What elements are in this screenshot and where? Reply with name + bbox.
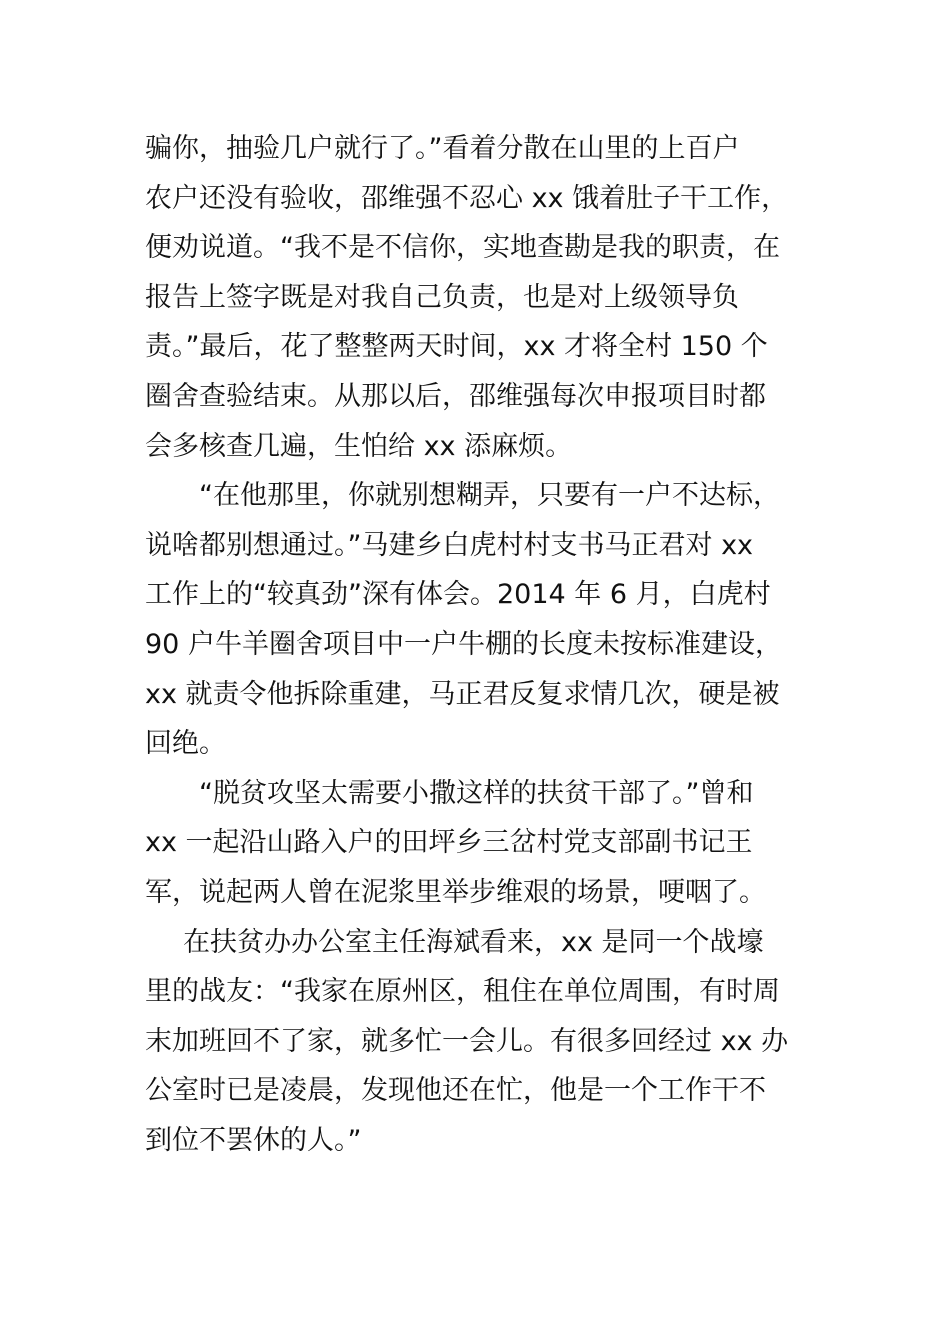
text-line: 里的战友：“我家在原州区，租住在单位周围，有时周 <box>145 976 780 1008</box>
text-line: 责。”最后，花了整整两天时间，xx 才将全村 150 个 <box>145 331 768 363</box>
text-line: 回绝。 <box>145 728 226 760</box>
text-line: 骗你，抽验几户就行了。”看着分散在山里的上百户 <box>145 133 740 164</box>
text-line: 农户还没有验收，邵维强不忍心 xx 饿着肚子干工作， <box>145 182 789 214</box>
text-line: 说啥都别想通过。”马建乡白虎村村支书马正君对 xx <box>145 529 754 561</box>
paragraph-start-line: “在他那里，你就别想糊弄，只要有一户不达标， <box>199 480 780 512</box>
text-line: 到位不罢休的人。” <box>145 1124 362 1156</box>
body-text <box>145 124 810 1165</box>
text-line: 工作上的“较真劲”深有体会。2014 年 6 月，白虎村 <box>145 579 771 611</box>
text-line: 公室时已是凌晨，发现他还在忙，他是一个工作干不 <box>145 1075 766 1107</box>
text-line: 报告上签字既是对我自己负责，也是对上级领导负 <box>145 281 739 313</box>
text-line: 会多核查几遍，生怕给 xx 添麻烦。 <box>145 430 573 462</box>
text-line: 90 户牛羊圈舍项目中一户牛棚的长度未按标准建设， <box>145 628 782 660</box>
text-line: 便劝说道。“我不是不信你，实地查勘是我的职责，在 <box>145 232 780 264</box>
paragraph-start-line: 在扶贫办办公室主任海斌看来，xx 是同一个战壕 <box>183 926 764 958</box>
text-line: 末加班回不了家，就多忙一会儿。有很多回经过 xx 办 <box>145 1025 789 1057</box>
paragraph-start-line: “脱贫攻坚太需要小撒这样的扶贫干部了。”曾和 <box>199 777 754 809</box>
text-line: 圈舍查验结束。从那以后，邵维强每次申报项目时都 <box>145 380 766 412</box>
text-line: xx 就责令他拆除重建，马正君反复求情几次，硬是被 <box>145 678 780 710</box>
text-line: xx 一起沿山路入户的田坪乡三岔村党支部副书记王 <box>145 827 753 859</box>
text-line: 军，说起两人曾在泥浆里举步维艰的场景，哽咽了。 <box>145 876 766 908</box>
